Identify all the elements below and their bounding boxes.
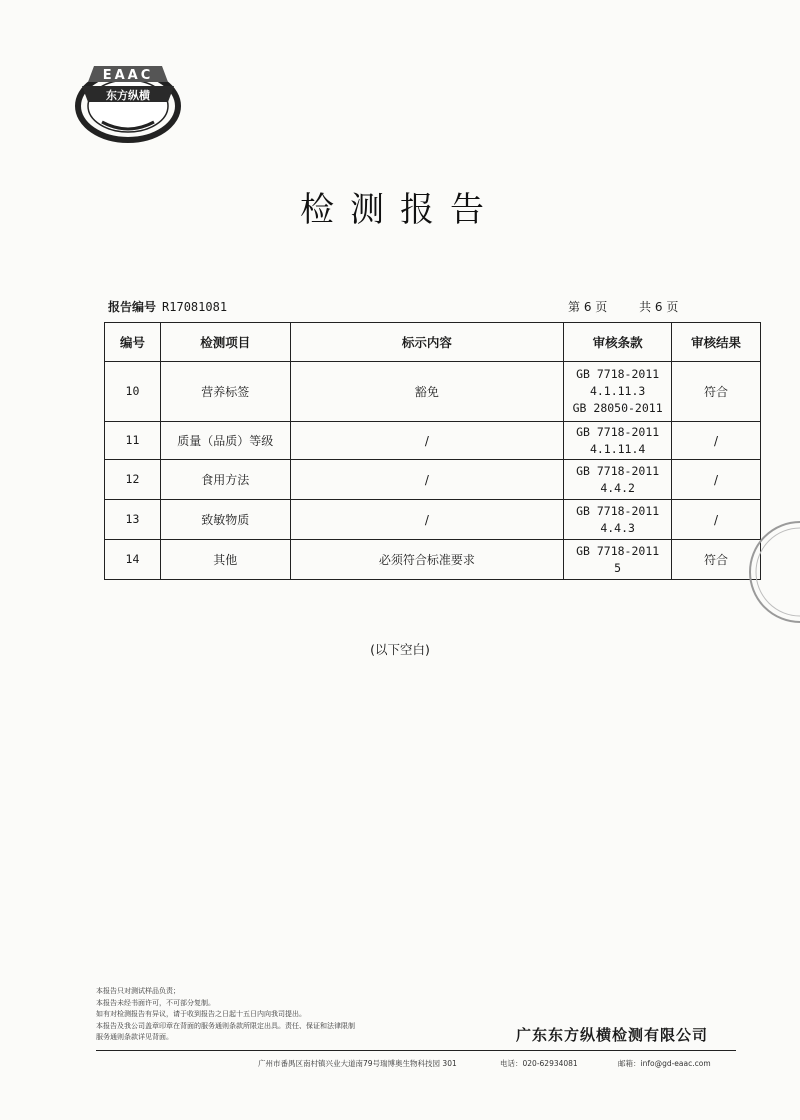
table-row bbox=[105, 540, 761, 580]
svg-text:东方纵横: 东方纵横 bbox=[106, 89, 150, 102]
cell-item: 致敏物质 bbox=[160, 500, 290, 540]
cell-item: 其他 bbox=[160, 540, 290, 580]
clause-line: GB 7718-2011 bbox=[576, 424, 660, 439]
fine-print-line: 服务通则条款详见背面。 bbox=[96, 1033, 173, 1041]
report-title: 检测报告 bbox=[300, 190, 500, 230]
report-number-value: R17081081 bbox=[162, 300, 228, 314]
clause-line: 4.1.11.4 bbox=[589, 441, 646, 456]
cell-item: 质量（品质）等级 bbox=[160, 422, 290, 460]
fine-print-line: 本报告及我公司盖章印章在背面的服务通则条款所限定出具。责任、保证和法律限制 bbox=[96, 1021, 355, 1030]
clause-line: GB 7718-2011 bbox=[576, 543, 660, 558]
fine-print-line: 本报告只对测试样品负责； bbox=[96, 987, 180, 995]
fine-print-line: 如有对检测报告有异议，请于收到报告之日起十五日内向我司提出。 bbox=[96, 1010, 306, 1018]
inspection-table bbox=[104, 322, 761, 580]
clause-line: 4.4.3 bbox=[600, 520, 635, 535]
fine-print-line: 本报告未经书面许可，不可部分复制。 bbox=[96, 998, 215, 1007]
cell-item: 营养标签 bbox=[160, 362, 290, 422]
blank-note: (以下空白) bbox=[370, 642, 430, 657]
table-row bbox=[105, 362, 761, 422]
page-current: 第 6 页 bbox=[568, 300, 608, 314]
footer-divider bbox=[96, 1050, 736, 1051]
cell-no: 13 bbox=[105, 500, 161, 540]
cell-content: / bbox=[290, 500, 563, 540]
header-item: 检测项目 bbox=[160, 323, 290, 362]
cell-clause bbox=[564, 540, 672, 580]
company-logo bbox=[72, 56, 184, 144]
header-no: 编号 bbox=[105, 323, 161, 362]
cell-result: / bbox=[672, 500, 761, 540]
clause-line: 4.4.2 bbox=[600, 480, 635, 495]
cell-content: / bbox=[290, 460, 563, 500]
footer-email: 邮箱：info@gd-eaac.com bbox=[618, 1059, 711, 1068]
report-number bbox=[108, 298, 227, 315]
table-header-row bbox=[105, 323, 761, 362]
cell-no: 11 bbox=[105, 422, 161, 460]
header-content: 标示内容 bbox=[290, 323, 563, 362]
cell-clause bbox=[564, 362, 672, 422]
report-number-label: 报告编号 bbox=[108, 300, 157, 314]
footer-address: 广州市番禺区南村镇兴业大道南79号瑞博奥生物科技园 301 bbox=[258, 1059, 457, 1068]
clause-line: GB 28050-2011 bbox=[572, 401, 663, 415]
header-clause: 审核条款 bbox=[564, 323, 672, 362]
cell-content: 豁免 bbox=[290, 362, 563, 422]
cell-content: / bbox=[290, 422, 563, 460]
footer-phone: 电话：020-62934081 bbox=[500, 1059, 578, 1068]
cell-result: 符合 bbox=[672, 362, 761, 422]
cell-content: 必须符合标准要求 bbox=[290, 540, 563, 580]
cell-no: 10 bbox=[105, 362, 161, 422]
cell-result: / bbox=[672, 460, 761, 500]
table-row bbox=[105, 460, 761, 500]
header-result: 审核结果 bbox=[672, 323, 761, 362]
cell-clause bbox=[564, 422, 672, 460]
clause-line: 4.1.11.3 bbox=[589, 384, 646, 398]
svg-text:EAAC: EAAC bbox=[102, 68, 154, 83]
cell-result: 符合 bbox=[672, 540, 761, 580]
company-name: 广东东方纵横检测有限公司 bbox=[516, 1026, 709, 1044]
fine-print bbox=[96, 986, 426, 1044]
table-row bbox=[105, 422, 761, 460]
cell-clause bbox=[564, 460, 672, 500]
clause-line: GB 7718-2011 bbox=[576, 503, 660, 518]
clause-line: 5 bbox=[614, 560, 622, 575]
table-row bbox=[105, 500, 761, 540]
seal-stamp bbox=[738, 512, 800, 632]
cell-clause bbox=[564, 500, 672, 540]
clause-line: GB 7718-2011 bbox=[576, 367, 660, 381]
cell-result: / bbox=[672, 422, 761, 460]
cell-no: 12 bbox=[105, 460, 161, 500]
cell-no: 14 bbox=[105, 540, 161, 580]
cell-item: 食用方法 bbox=[160, 460, 290, 500]
page-total: 共 6 页 bbox=[639, 300, 679, 314]
clause-line: GB 7718-2011 bbox=[576, 463, 660, 478]
page-indicator bbox=[568, 298, 682, 315]
